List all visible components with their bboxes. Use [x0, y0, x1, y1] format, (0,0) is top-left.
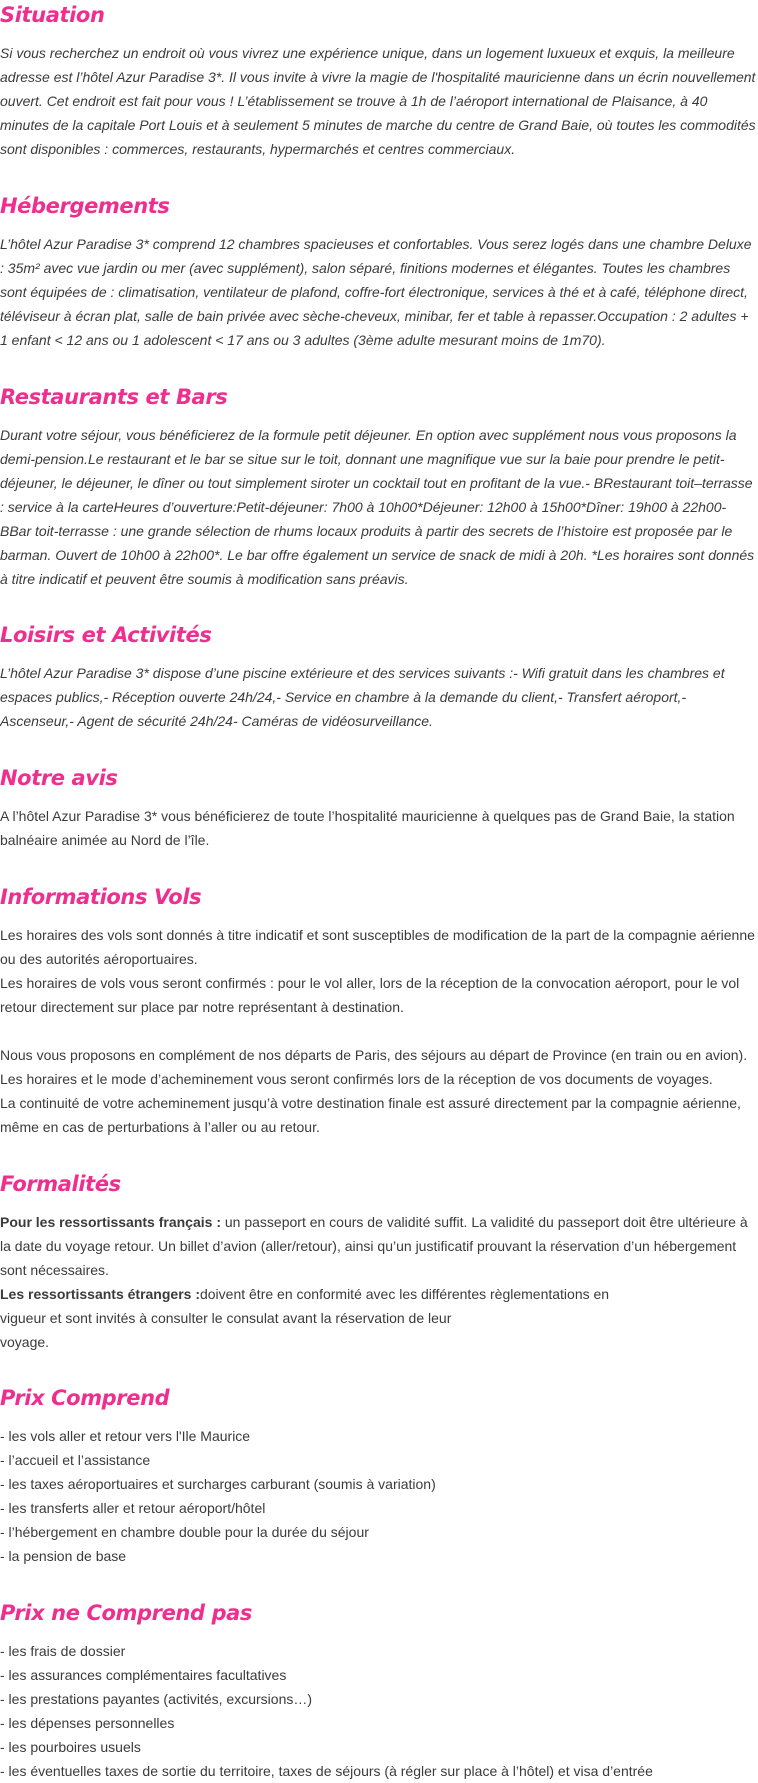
section-situation — [0, 1, 758, 161]
section-title-formalites: Formalités — [0, 1172, 121, 1196]
section-avis — [0, 764, 758, 852]
french-nationals-text: un passeport en cours de validité suffit. La validité du passeport doit être ultérieure à la date du voyage retour. Un billet d’avion (aller/retour), ainsi qu’un justificatif prouvant la réservation d’un hébergement sont nécessaires. — [0, 1214, 748, 1278]
section-title-prix-non-comprend: Prix ne Comprend pas — [0, 1601, 253, 1625]
list-item: - les transferts aller et retour aéroport/hôtel — [0, 1500, 266, 1516]
section-title-restaurants: Restaurants et Bars — [0, 385, 228, 409]
vols-paragraph: Les horaires des vols sont donnés à titre indicatif et sont susceptibles de modification de la part de la compagnie aérienne ou des autorités aéroportuaires. — [0, 927, 755, 967]
vols-paragraph: La continuité de votre acheminement jusqu’à votre destination finale est assuré directement par la compagnie aérienne, même en cas de perturbations à l’aller ou au retour. — [0, 1095, 741, 1135]
section-title-prix-comprend: Prix Comprend — [0, 1386, 170, 1410]
list-item: - les frais de dossier — [0, 1643, 126, 1659]
vols-paragraph: Nous vous proposons en complément de nos départs de Paris, des séjours au départ de Province (en train ou en avion). — [0, 1047, 748, 1063]
prix-non-comprend-list — [0, 1639, 758, 1783]
section-title-loisirs: Loisirs et Activités — [0, 623, 212, 647]
avis-text: A l’hôtel Azur Paradise 3* vous bénéficierez de toute l’hospitalité mauricienne à quelques pas de Grand Baie, la station balnéaire animée au Nord de l’île. — [0, 808, 735, 848]
section-restaurants — [0, 383, 758, 591]
formalites-foreign-nationals — [0, 1282, 620, 1330]
list-item: - l’hébergement en chambre double pour la durée du séjour — [0, 1524, 369, 1540]
section-prix-comprend — [0, 1384, 758, 1568]
section-hebergements — [0, 192, 758, 352]
restaurants-text: Durant votre séjour, vous bénéficierez de la formule petit déjeuner. En option avec supplément nous vous proposons la demi-pension.Le restaurant et le bar se situe sur le toit, donnant une magnifique vue sur la baie pour prendre le petit-déjeuner, le déjeuner, le dîner ou tout simplement siroter un cocktail tout en profitant de la vue.- BRestaurant toit–terrasse : service à la carteHeures d’ouverture:Petit-déjeuner: 7h00 à 10h00*Déjeuner: 12h00 à 15h00*Dîner: 19h00 à 22h00- BBar toit-terrasse : une grande sélection de rhums locaux produits à partir des secrets de l’histoire est proposée par le barman. Ouvert de 10h00 à 22h00*. Le bar offre également un service de snack de midi à 20h. *Les horaires sont donnés à titre indicatif et peuvent être soumis à modification sans préavis. — [0, 427, 755, 587]
foreign-nationals-end: voyage. — [0, 1334, 50, 1350]
section-title-hebergements: Hébergements — [0, 194, 170, 218]
vols-paragraph: Les horaires et le mode d’acheminement vous seront confirmés lors de la réception de vos documents de voyages. — [0, 1071, 713, 1087]
hebergements-text: L’hôtel Azur Paradise 3* comprend 12 chambres spacieuses et confortables. Vous serez logés dans une chambre Deluxe : 35m² avec vue jardin ou mer (avec supplément), salon séparé, finitions modernes et élégantes. Toutes les chambres sont équipées de : climatisation, ventilateur de plafond, coffre-fort électronique, services à thé et à café, téléphone direct, téléviseur à écran plat, salle de bain privée avec sèche-cheveux, minibar, fer et table à repasser.Occupation : 2 adultes + 1 enfant < 12 ans ou 1 adolescent < 17 ans ou 3 adultes (3ème adulte mesurant moins de 1m70). — [0, 236, 752, 348]
section-title-vols: Informations Vols — [0, 885, 202, 909]
paragraph-spacer — [0, 1019, 758, 1043]
prix-comprend-list — [0, 1424, 758, 1568]
list-item: - les éventuelles taxes de sortie du territoire, taxes de séjours (à régler sur place à l’hôtel) et visa d’entrée — [0, 1763, 653, 1779]
loisirs-text: L’hôtel Azur Paradise 3* dispose d’une piscine extérieure et des services suivants :- Wifi gratuit dans les chambres et espaces publics,- Réception ouverte 24h/24,- Service en chambre à la demande du client,- Transfert aéroport,- Ascenseur,- Agent de sécurité 24h/24- Caméras de vidéosurveillance. — [0, 665, 725, 729]
list-item: - les pourboires usuels — [0, 1739, 141, 1755]
section-title-avis: Notre avis — [0, 766, 118, 790]
foreign-nationals-label: Les ressortissants étrangers : — [0, 1286, 200, 1302]
french-nationals-label: Pour les ressortissants français : — [0, 1214, 221, 1230]
list-item: - l’accueil et l’assistance — [0, 1452, 151, 1468]
foreign-nationals-text: doivent être en conformité avec les différentes règlementations en vigueur et sont invités à consulter le consulat avant la réservation de leur — [0, 1286, 610, 1326]
section-title-situation: Situation — [0, 3, 105, 27]
section-vols — [0, 883, 758, 1139]
list-item: - les taxes aéroportuaires et surcharges carburant (soumis à variation) — [0, 1476, 436, 1492]
section-prix-non-comprend — [0, 1599, 758, 1783]
list-item: - les assurances complémentaires facultatives — [0, 1667, 287, 1683]
list-item: - la pension de base — [0, 1548, 127, 1564]
situation-text: Si vous recherchez un endroit où vous vivrez une expérience unique, dans un logement luxueux et exquis, la meilleure adresse est l’hôtel Azur Paradise 3*. Il vous invite à vivre la magie de l'hospitalité mauricienne dans un écrin nouvellement ouvert. Cet endroit est fait pour vous ! L’établissement se trouve à 1h de l’aéroport international de Plaisance, à 40 minutes de la capitale Port Louis et à seulement 5 minutes de marche du centre de Grand Baie, où toutes les commodités sont disponibles : commerces, restaurants, hypermarchés et centres commerciaux. — [0, 45, 756, 157]
formalites-french-nationals — [0, 1210, 758, 1282]
section-formalites — [0, 1170, 758, 1354]
vols-paragraph: Les horaires de vols vous seront confirmés : pour le vol aller, lors de la réception de la convocation aéroport, pour le vol retour directement sur place par notre représentant à destination. — [0, 975, 740, 1015]
list-item: - les prestations payantes (activités, excursions…) — [0, 1691, 313, 1707]
list-item: - les dépenses personnelles — [0, 1715, 175, 1731]
list-item: - les vols aller et retour vers l'Ile Maurice — [0, 1428, 251, 1444]
section-loisirs — [0, 621, 758, 733]
